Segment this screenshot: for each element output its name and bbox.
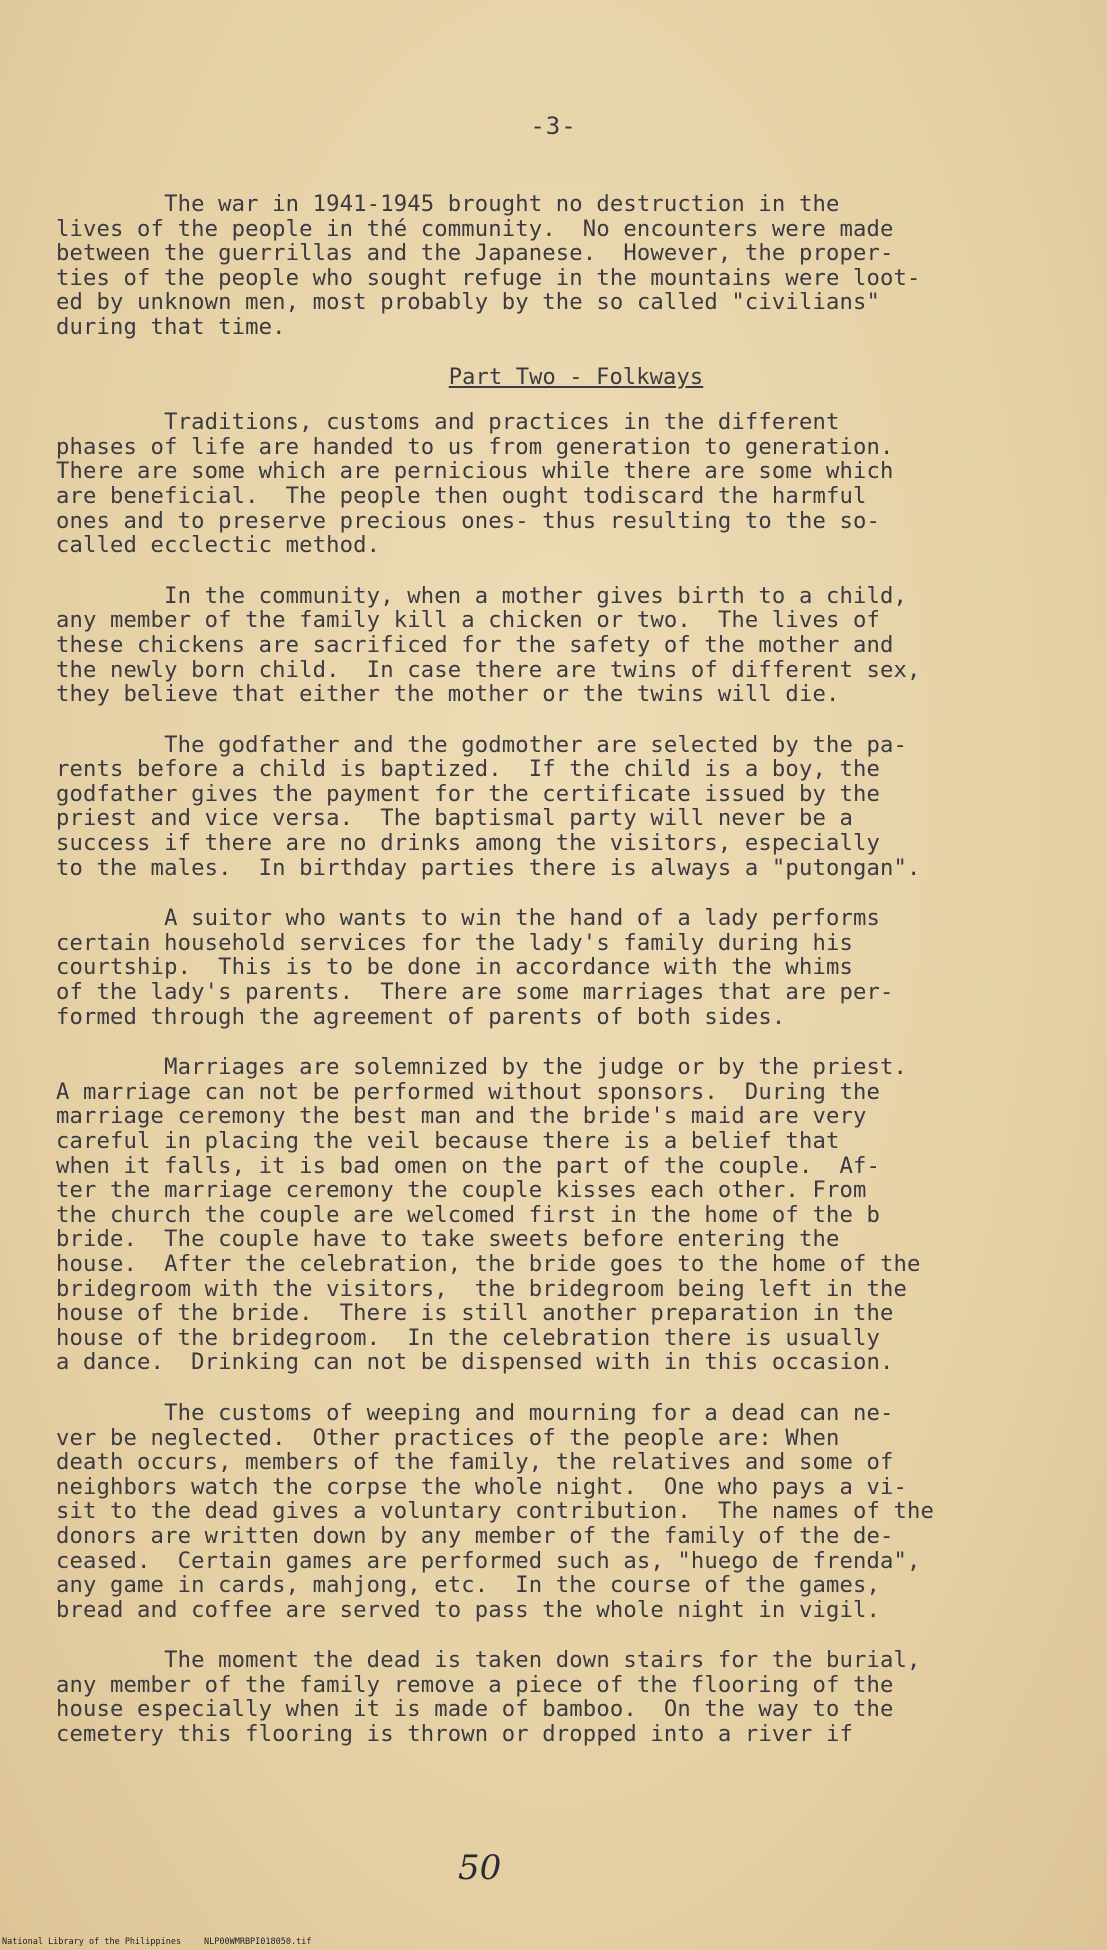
text-line: sit to the dead gives a voluntary contribution. The names of the (56, 1498, 935, 1525)
text-line: formed through the agreement of parents of both sides. (56, 1003, 786, 1030)
text-line: any game in cards, mahjong, etc. In the course of the games, (56, 1572, 880, 1599)
text-line: house especially when it is made of bamboo. On the way to the (56, 1696, 894, 1723)
text-line: A suitor who wants to win the hand of a lady performs (56, 905, 880, 932)
text-line: of the lady's parents. There are some marriages that are per- (56, 979, 894, 1006)
file-id: NLP00WMRBPI018050.tif (204, 1937, 312, 1947)
text-line: rents before a child is baptized. If the child is a boy, the (56, 756, 880, 783)
text-line: lives of the people in thé community. No encounters were made (56, 215, 894, 242)
text-line: The moment the dead is taken down stairs for the burial, (56, 1647, 921, 1674)
paragraph-courtship (56, 906, 1056, 1029)
text-line: house of the bride. There is still another preparation in the (56, 1300, 894, 1327)
text-line: Traditions, customs and practices in the different (56, 409, 840, 436)
text-line: A marriage can not be performed without sponsors. During the (56, 1078, 880, 1105)
text-line: bride. The couple have to take sweets before entering the (56, 1226, 840, 1253)
text-line: bread and coffee are served to pass the whole night in vigil. (56, 1596, 880, 1623)
text-line: marriage ceremony the best man and the bride's maid are very (56, 1103, 867, 1130)
text-line: ter the marriage ceremony the couple kisses each other. From (56, 1177, 867, 1204)
text-line: success if there are no drinks among the visitors, especially (56, 830, 880, 857)
paragraph-traditions (56, 410, 1056, 558)
text-line: Marriages are solemnized by the judge or by the priest. (56, 1054, 908, 1081)
section-heading: Part Two - Folkways (448, 364, 704, 390)
text-line: the church the couple are welcomed first in the home of the b (56, 1201, 880, 1228)
text-line: bridegroom with the visitors, the bridegroom being left in the (56, 1275, 908, 1302)
text-line: careful in placing the veil because there is a belief that (56, 1128, 840, 1154)
text-line: The godfather and the godmother are selected by the pa- (56, 731, 908, 758)
paragraph-baptism (56, 733, 1056, 881)
text-line: The war in 1941-1945 brought no destruction in the (56, 191, 840, 217)
text-line: ones and to preserve precious ones- thus resulting to the so- (56, 507, 880, 534)
text-line: courtship. This is to be done in accordance with the whims (56, 954, 853, 981)
text-line: any member of the family remove a piece of the flooring of the (56, 1671, 894, 1698)
text-line: ver be neglected. Other practices of the people are: When (56, 1424, 840, 1451)
text-line: cemetery this flooring is thrown or dropped into a river if (56, 1721, 853, 1748)
paragraph-war (56, 192, 1056, 340)
text-line: donors are written down by any member of the family of the de- (56, 1522, 894, 1549)
text-line: There are some which are pernicious while there are some which (56, 458, 894, 485)
text-line: these chickens are sacrificed for the safety of the mother and (56, 631, 894, 658)
paragraph-marriage (56, 1055, 1056, 1375)
text-line: priest and vice versa. The baptismal party will never be a (56, 805, 853, 832)
text-line: a dance. Drinking can not be dispensed with in this occasion. (56, 1349, 894, 1376)
text-line: they believe that either the mother or the twins will die. (56, 681, 840, 708)
paragraph-burial (56, 1648, 1056, 1746)
text-line: In the community, when a mother gives birth to a child, (56, 582, 908, 609)
text-line: house of the bridegroom. In the celebration there is usually (56, 1324, 880, 1351)
text-line: to the males. In birthday parties there is always a "putongan". (56, 854, 921, 881)
library-name: National Library of the Philippines (2, 1937, 182, 1947)
text-line: The customs of weeping and mourning for a dead can ne- (56, 1399, 894, 1426)
text-line: during that time. (56, 313, 286, 340)
text-line: when it falls, it is bad omen on the part of the couple. Af- (56, 1152, 880, 1179)
paragraph-birth (56, 584, 1056, 707)
text-line: the newly born child. In case there are twins of different sex, (56, 656, 921, 683)
body-text (56, 192, 1056, 1773)
text-line: godfather gives the payment for the certificate issued by the (56, 780, 880, 807)
text-line: ceased. Certain games are performed such as, "huego de frenda", (56, 1547, 921, 1574)
text-line: ed by unknown men, most probably by the so called "civilians" (56, 289, 880, 316)
page-number: -3- (530, 112, 577, 140)
text-line: any member of the family kill a chicken or two. The lives of (56, 607, 880, 634)
text-line: house. After the celebration, the bride goes to the home of the (56, 1250, 921, 1277)
paragraph-mourning (56, 1401, 1056, 1622)
text-line: neighbors watch the corpse the whole night. One who pays a vi- (56, 1473, 908, 1500)
text-line: certain household services for the lady's family during his (56, 929, 853, 956)
text-line: are beneficial. The people then ought todiscard the harmful (56, 482, 867, 509)
handwritten-page-number: 50 (458, 1848, 502, 1888)
text-line: between the guerrillas and the Japanese. However, the proper- (56, 240, 894, 267)
text-line: ties of the people who sought refuge in the mountains were loot- (56, 264, 921, 291)
text-line: called ecclectic method. (56, 532, 381, 559)
text-line: phases of life are handed to us from generation to generation. (56, 433, 894, 460)
text-line: death occurs, members of the family, the relatives and some of (56, 1449, 894, 1476)
